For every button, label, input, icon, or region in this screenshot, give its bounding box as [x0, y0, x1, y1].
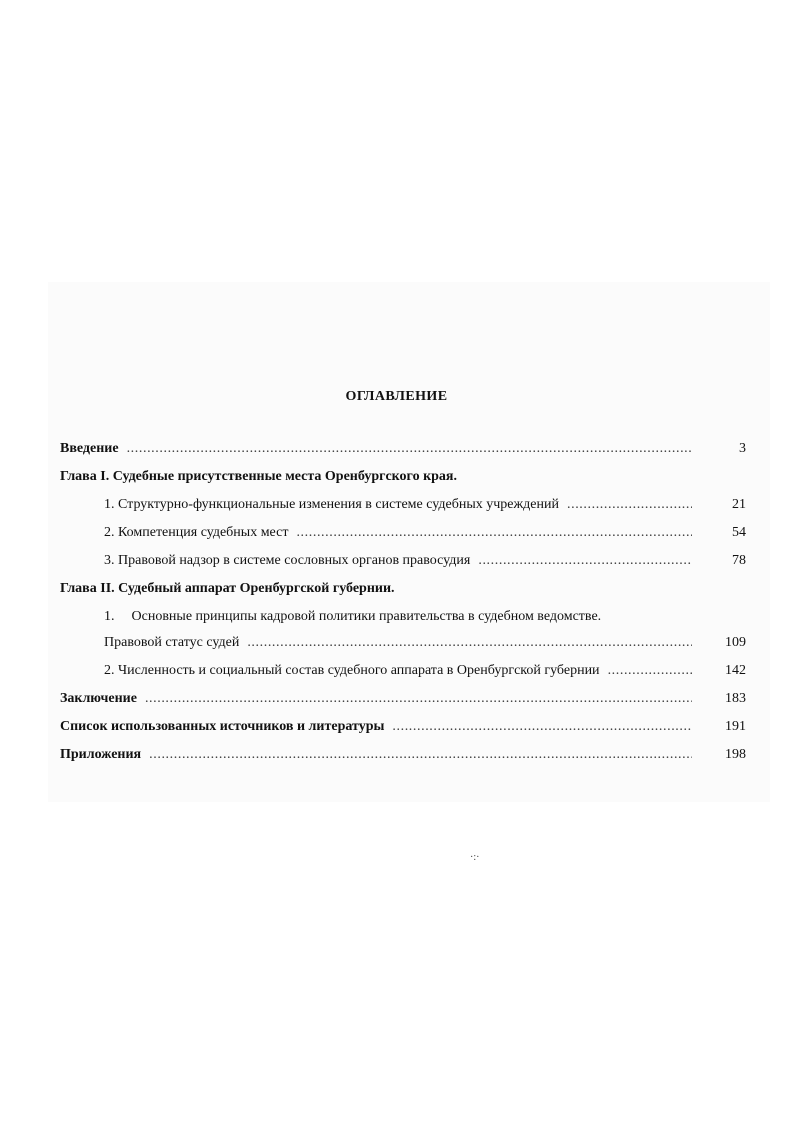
dot-leader	[145, 691, 692, 707]
toc-entry-label: Введение	[60, 441, 119, 456]
toc-page-number: 198	[725, 747, 746, 762]
toc-page-number: 54	[732, 525, 746, 540]
toc-entry-conclusion[interactable]	[60, 691, 746, 719]
toc-page-number: 3	[739, 441, 746, 456]
dot-leader	[608, 663, 692, 679]
toc-entry-appendix[interactable]	[60, 747, 746, 775]
scan-artifact: ·:·	[470, 852, 480, 863]
toc-entry-ch2-2[interactable]	[60, 663, 746, 691]
toc-entry-label: Основные принципы кадровой политики правительства в судебном ведомстве.	[131, 609, 602, 624]
toc-entry-number: 1.	[104, 609, 115, 624]
toc-chapter-1-heading[interactable]	[60, 469, 746, 497]
toc-entry-ch1-3[interactable]	[60, 553, 746, 581]
dot-leader	[149, 747, 692, 763]
dot-leader	[478, 553, 692, 569]
toc-entry-label: 3. Правовой надзор в системе сословных органов правосудия	[104, 553, 471, 568]
dot-leader	[247, 635, 692, 651]
toc-entry-label: Заключение	[60, 691, 137, 706]
table-of-contents	[60, 441, 746, 775]
dot-leader	[127, 441, 692, 457]
toc-page-number: 183	[725, 691, 746, 706]
toc-entry-intro[interactable]	[60, 441, 746, 469]
toc-entry-ch1-1[interactable]	[60, 497, 746, 525]
toc-entry-ch2-1-line1[interactable]	[60, 609, 746, 635]
dot-leader	[392, 719, 692, 735]
toc-entry-label-continued: Правовой статус судей	[104, 635, 240, 650]
toc-page-number: 191	[725, 719, 746, 734]
toc-page-number: 21	[732, 497, 746, 512]
toc-entry-label: 1. Структурно-функциональные изменения в системе судебных учреждений	[104, 497, 559, 512]
toc-entry-label: 2. Компетенция судебных мест	[104, 525, 289, 540]
dot-leader	[296, 525, 692, 541]
toc-page-number: 78	[732, 553, 746, 568]
toc-page-number: 142	[725, 663, 746, 678]
toc-chapter-label: Глава II. Судебный аппарат Оренбургской губернии.	[60, 581, 395, 596]
toc-entry-label: Приложения	[60, 747, 142, 762]
toc-entry-sources[interactable]	[60, 719, 746, 747]
toc-entry-ch1-2[interactable]	[60, 525, 746, 553]
toc-entry-label: Список использованных источников и литературы	[60, 719, 385, 734]
toc-chapter-label: Глава I. Судебные присутственные места Оренбургского края.	[60, 469, 457, 484]
toc-page-number: 109	[725, 635, 746, 650]
toc-entry-ch2-1-line2[interactable]	[60, 635, 746, 663]
toc-chapter-2-heading[interactable]	[60, 581, 746, 609]
page-title: ОГЛАВЛЕНИЕ	[345, 389, 448, 404]
toc-entry-label: 2. Численность и социальный состав судебного аппарата в Оренбургской губернии	[104, 663, 600, 678]
dot-leader	[567, 497, 692, 513]
